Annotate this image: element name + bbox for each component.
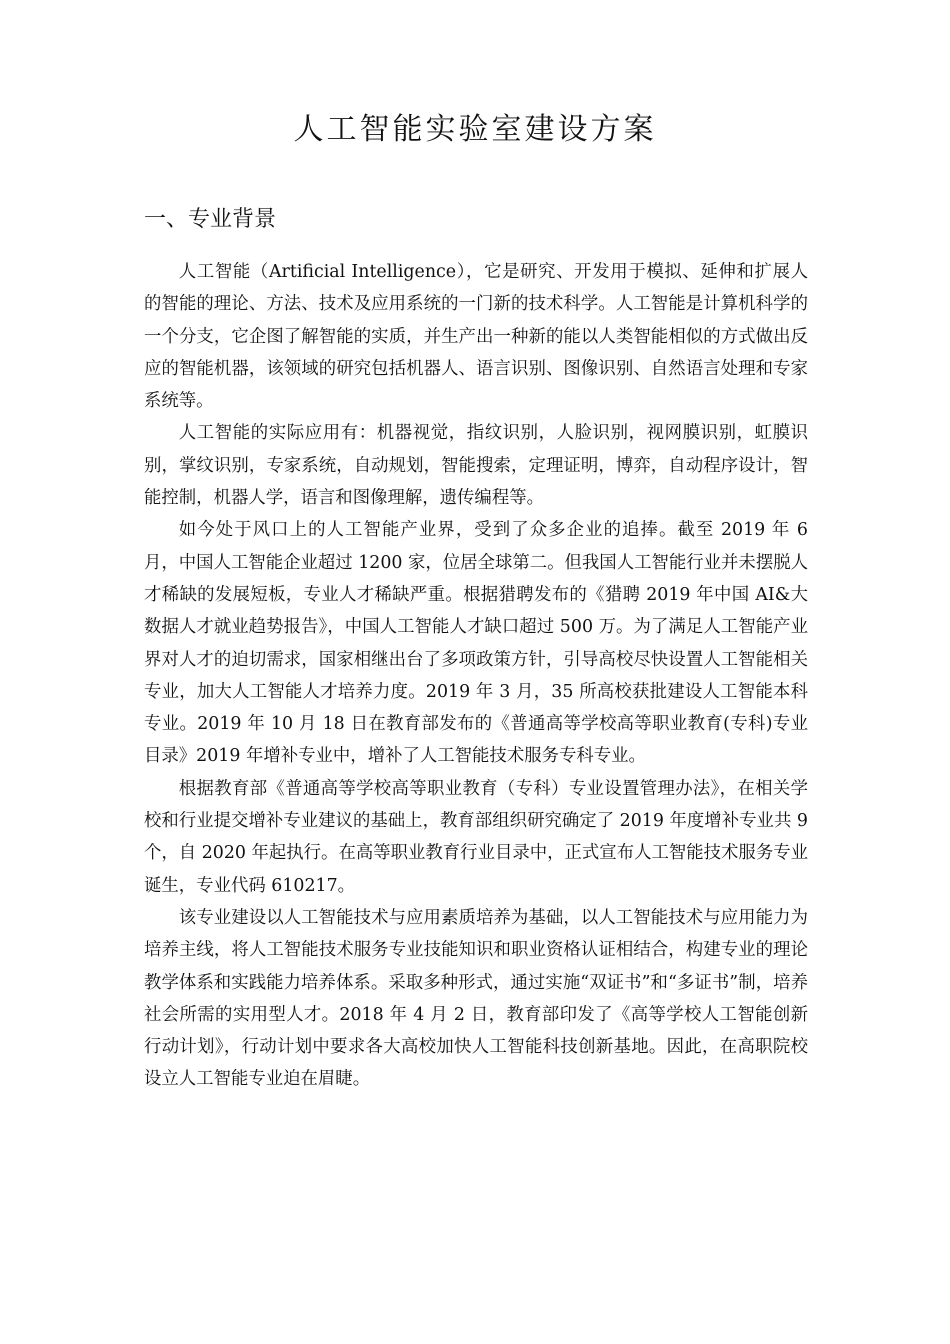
document-title: 人工智能实验室建设方案 — [293, 112, 657, 147]
paragraph-program-establishment: 根据教育部《普通高等学校高等职业教育（专科）专业设置管理办法》，在相关学校和行业提交增补专业建议的基础上，教育部组织研究确定了 2019 年度增补专业共 9 个，自 2020 年起执行。在高等职业教育行业目录中，正式宣布人工智能技术服务专业诞生，专业代码 610217。 — [144, 778, 808, 896]
section-heading-background: 一、专业背景 — [144, 207, 277, 232]
paragraph-program-construction: 该专业建设以人工智能技术与应用素质培养为基础，以人工智能技术与应用能力为培养主线，将人工智能技术服务专业技能知识和职业资格认证相结合，构建专业的理论教学体系和实践能力培养体系。采取多种形式，通过实施“双证书”和“多证书”制，培养社会所需的实用型人才。2018 年 4 月 2 日，教育部印发了《高等学校人工智能创新行动计划》，行动计划中要求各大高校加快人工智能科技创新基地。因此，在高职院校设立人工智能专业迫在眉睫。 — [144, 907, 808, 1090]
paragraph-ai-applications: 人工智能的实际应用有：机器视觉，指纹识别，人脸识别，视网膜识别，虹膜识别，掌纹识别，专家系统，自动规划，智能搜索，定理证明，博弈，自动程序设计，智能控制，机器人学，语言和图像理解，遗传编程等。 — [144, 423, 808, 509]
document-body — [144, 256, 808, 1096]
paragraph-industry-demand: 如今处于风口上的人工智能产业界，受到了众多企业的追捧。截至 2019 年 6 月，中国人工智能企业超过 1200 家，位居全球第二。但我国人工智能行业并未摆脱人才稀缺的发展短板，专业人才稀缺严重。根据猎聘发布的《猎聘 2019 年中国 AI&大数据人才就业趋势报告》，中国人工智能人才缺口超过 500 万。为了满足人工智能产业界对人才的迫切需求，国家相继出台了多项政策方针，引导高校尽快设置人工智能相关专业，加大人工智能人才培养力度。2019 年 3 月，35 所高校获批建设人工智能本科专业。2019 年 10 月 18 日在教育部发布的《普通高等学校高等职业教育(专科)专业目录》2019 年增补专业中，增补了人工智能技术服务专科专业。 — [144, 520, 808, 767]
paragraph-ai-definition: 人工智能（Artificial Intelligence），它是研究、开发用于模拟、延伸和扩展人的智能的理论、方法、技术及应用系统的一门新的技术科学。人工智能是计算机科学的一个分支，它企图了解智能的实质，并生产出一种新的能以人类智能相似的方式做出反应的智能机器，该领域的研究包括机器人、语言识别、图像识别、自然语言处理和专家系统等。 — [144, 262, 808, 412]
